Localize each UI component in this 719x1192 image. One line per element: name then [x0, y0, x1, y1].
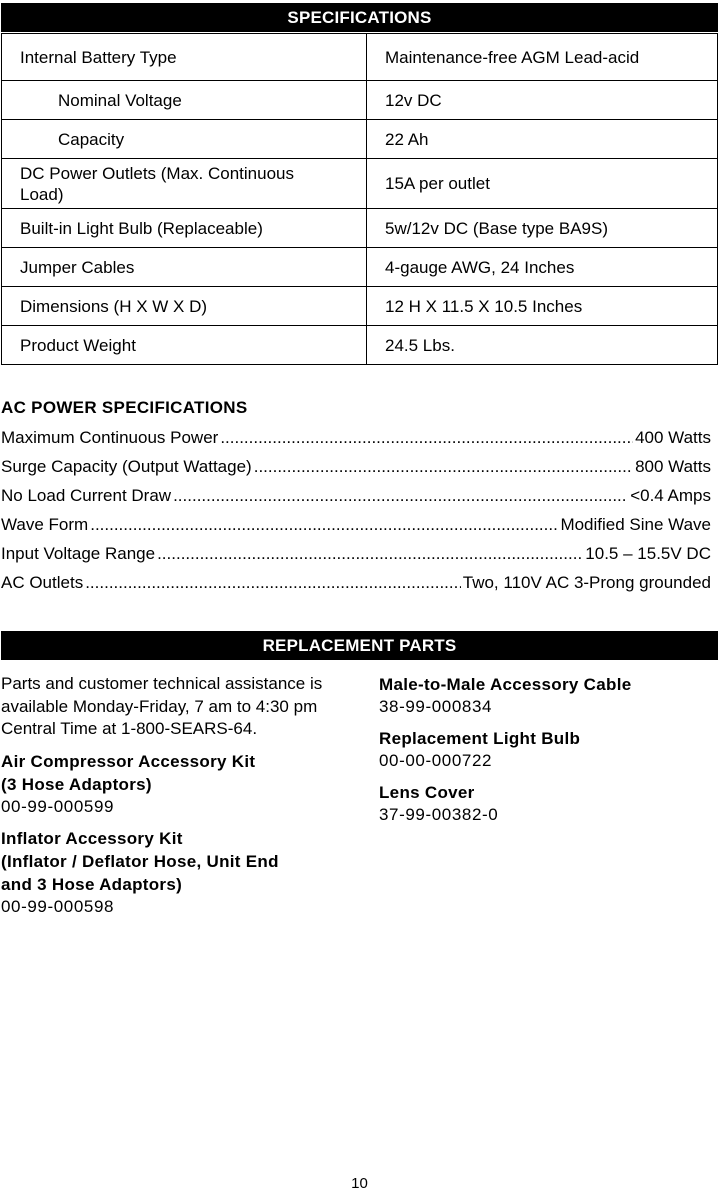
spec-label: Dimensions (H X W X D) [2, 287, 367, 326]
table-row [2, 287, 718, 326]
table-row [2, 248, 718, 287]
table-row [2, 81, 718, 120]
specifications-table [1, 33, 718, 365]
ac-label: Surge Capacity (Output Wattage) [1, 457, 252, 476]
ac-label: Input Voltage Range [1, 544, 156, 563]
part-number: 00-99-000599 [1, 796, 115, 816]
dot-leader [85, 573, 461, 593]
list-item [1, 457, 711, 486]
table-row [2, 120, 718, 159]
spec-label: Product Weight [2, 326, 367, 365]
spec-value: 5w/12v DC (Base type BA9S) [367, 209, 718, 248]
part-entry [379, 781, 714, 826]
intro-line: Central Time at 1-800-SEARS-64. [1, 719, 258, 738]
spec-label: Built-in Light Bulb (Replaceable) [2, 209, 367, 248]
part-name: (Inflator / Deflator Hose, Unit End [1, 851, 279, 871]
spec-value: 12 H X 11.5 X 10.5 Inches [367, 287, 718, 326]
replacement-parts-right-column [379, 673, 714, 826]
spec-value: 12v DC [367, 81, 718, 120]
ac-value: 800 Watts [635, 457, 711, 476]
table-row [2, 209, 718, 248]
part-name: Lens Cover [379, 783, 475, 802]
page-number: 10 [351, 1175, 368, 1192]
ac-value: 400 Watts [635, 428, 711, 447]
part-entry [1, 750, 356, 818]
part-name: Air Compressor Accessory Kit [1, 751, 256, 771]
ac-label: No Load Current Draw [1, 486, 172, 505]
part-name: Inflator Accessory Kit [1, 828, 183, 848]
ac-value: 10.5 – 15.5V DC [585, 544, 711, 563]
ac-label: AC Outlets [1, 573, 84, 592]
spec-value: 4-gauge AWG, 24 Inches [367, 248, 718, 287]
ac-value: Two, 110V AC 3-Prong grounded [462, 573, 711, 592]
part-name: Male-to-Male Accessory Cable [379, 675, 632, 694]
spec-label: Capacity [2, 120, 367, 159]
part-number: 00-00-000722 [379, 751, 493, 770]
table-row [2, 159, 718, 209]
part-name: Replacement Light Bulb [379, 729, 581, 748]
part-number: 00-99-000598 [1, 896, 115, 916]
spec-value: 24.5 Lbs. [367, 326, 718, 365]
ac-label: Wave Form [1, 515, 89, 534]
list-item [1, 428, 711, 457]
part-name: and 3 Hose Adaptors) [1, 874, 183, 894]
list-item [1, 573, 711, 602]
ac-value: Modified Sine Wave [560, 515, 711, 534]
part-entry [379, 727, 714, 772]
parts-intro [1, 673, 356, 741]
table-row [2, 34, 718, 81]
dot-leader [254, 457, 633, 477]
spec-label: Nominal Voltage [2, 81, 367, 120]
ac-label: Maximum Continuous Power [1, 428, 219, 447]
ac-value: <0.4 Amps [630, 486, 711, 505]
part-entry [1, 827, 356, 918]
list-item [1, 544, 711, 573]
table-row [2, 326, 718, 365]
replacement-parts-left-column [1, 673, 356, 918]
spec-value: 22 Ah [367, 120, 718, 159]
intro-line: Parts and customer technical assistance is [1, 674, 323, 693]
list-item [1, 486, 711, 515]
part-entry [379, 673, 714, 718]
spec-value: Maintenance-free AGM Lead-acid [367, 34, 718, 81]
spec-value: 15A per outlet [367, 159, 718, 209]
part-number: 37-99-00382-0 [379, 805, 499, 824]
part-number: 38-99-000834 [379, 697, 493, 716]
specifications-header: SPECIFICATIONS [1, 3, 718, 32]
ac-power-list [1, 428, 711, 602]
list-item [1, 515, 711, 544]
spec-label: DC Power Outlets (Max. Continuous Load) [2, 159, 367, 209]
spec-label: Internal Battery Type [2, 34, 367, 81]
part-name: (3 Hose Adaptors) [1, 774, 152, 794]
ac-power-title: AC POWER SPECIFICATIONS [1, 398, 248, 417]
dot-leader [157, 544, 583, 564]
dot-leader [220, 428, 633, 448]
dot-leader [173, 486, 628, 506]
replacement-parts-header: REPLACEMENT PARTS [1, 631, 718, 660]
dot-leader [90, 515, 558, 535]
intro-line: available Monday-Friday, 7 am to 4:30 pm [1, 696, 318, 716]
spec-label: Jumper Cables [2, 248, 367, 287]
